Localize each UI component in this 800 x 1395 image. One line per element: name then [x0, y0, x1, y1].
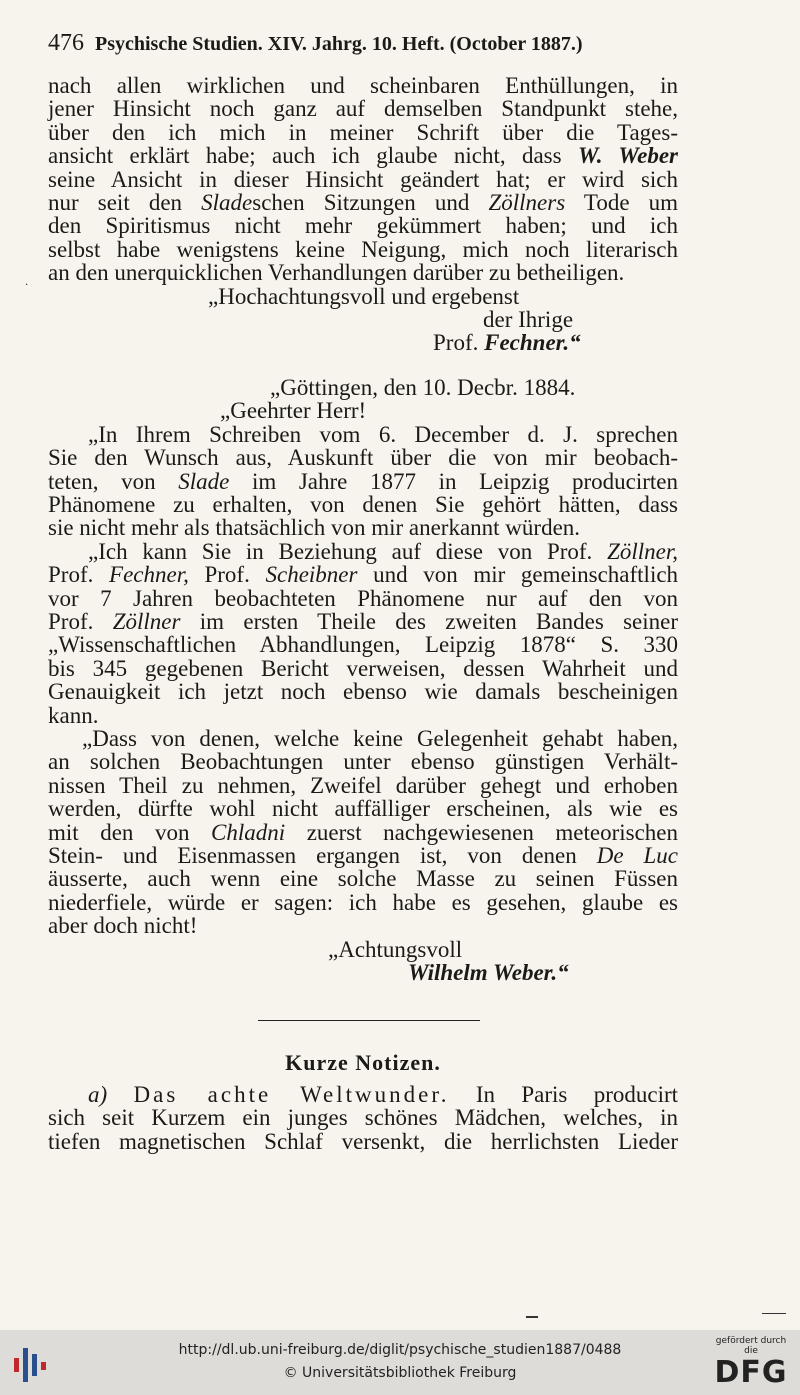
text-line — [48, 563, 678, 586]
running-title: Psychische Studien. XIV. Jahrg. 10. Heft. (October 1887.) — [95, 33, 583, 55]
item-label: a) — [88, 1081, 108, 1107]
text-fragment: In Paris producirt — [475, 1081, 679, 1107]
text-line: „Wissenschaftlichen Abhandlungen, Leipzig 1878“ S. 330 — [48, 632, 678, 658]
text-fragment: mit den von — [48, 819, 190, 845]
text-fragment: Stein- und Eisenmassen ergangen ist, von denen — [48, 843, 577, 868]
text-fragment: im Jahre 1877 in Leipzig producirten — [251, 468, 679, 494]
text-line: vor 7 Jahren beobachteten Phänomene nur auf den von — [48, 585, 678, 611]
text-line: seine Ansicht in dieser Hinsicht geändert hat; er wird sich — [48, 166, 678, 192]
text-fragment: teten, von — [48, 468, 156, 494]
text-line: an den unerquicklichen Verhandlungen darüber zu betheiligen. — [48, 260, 625, 286]
text-line — [48, 540, 678, 563]
letter2-paragraph-3 — [48, 727, 678, 938]
text-line — [48, 470, 678, 493]
letter2-paragraph-2 — [48, 540, 678, 727]
name-chladni: Chladni — [211, 819, 286, 845]
section-divider — [258, 1020, 480, 1021]
text-fragment: im ersten Theile des zweiten Bandes seiner — [199, 608, 679, 634]
running-header — [48, 30, 678, 60]
text-fragment: und von mir gemeinschaftlich — [373, 562, 679, 588]
text-line: selbst habe wenigstens keine Neigung, mich noch literarisch — [48, 236, 678, 262]
text-line — [48, 844, 678, 867]
text-fragment: „Ich kann Sie in Beziehung auf diese von Prof. — [88, 538, 593, 564]
letter1-closing: „Hochachtungsvoll und ergebenst — [208, 283, 520, 309]
section-title: Kurze Notizen. — [285, 1050, 441, 1076]
item-title: Das achte Weltwunder. — [133, 1081, 450, 1107]
letter2-signature: Wilhelm Weber.“ — [408, 960, 569, 986]
stray-mark: · — [25, 280, 29, 291]
text-fragment: Prof. — [48, 608, 94, 634]
letter2-closing: „Achtungsvoll — [328, 936, 463, 962]
text-line: über den ich mich in meiner Schrift über die Tages- — [48, 119, 678, 145]
viewer-footer — [0, 1330, 800, 1395]
text-fragment: zuerst nachgewiesenen meteorischen — [306, 819, 679, 845]
name-zoellner: Zöllner, — [607, 538, 678, 564]
permalink-url[interactable]: http://dl.ub.uni-freiburg.de/diglit/psychische_studien1887/0488 — [178, 1342, 622, 1358]
text-fragment: ansicht erklärt habe; auch ich glaube nicht, dass — [48, 143, 562, 169]
text-fragment: nur seit den — [48, 190, 183, 216]
text-line — [48, 610, 678, 633]
text-line: Phänomene zu erhalten, von denen Sie gehört hätten, dass — [48, 491, 678, 517]
text-line: Genauigkeit ich jetzt noch ebenso wie damals bescheinigen — [48, 679, 678, 705]
dfg-logo — [710, 1336, 792, 1390]
name-weber: W. Weber — [577, 143, 678, 169]
text-fragment: schen Sitzungen und — [252, 190, 470, 216]
text-line: Sie den Wunsch aus, Auskunft über die von mir beobach- — [48, 445, 678, 471]
page-number: 476 — [48, 30, 84, 56]
text-line: kann. — [48, 702, 99, 728]
dfg-caption: gefördert durch die — [715, 1336, 787, 1356]
copyright-notice: © Universitätsbibliothek Freiburg — [283, 1365, 517, 1381]
text-line: tiefen magnetischen Schlaf versenkt, die herrlichsten Lieder — [48, 1128, 678, 1154]
letter2-salutation: „Geehrter Herr! — [220, 398, 367, 424]
name-zoellner: Zöllner — [112, 608, 181, 634]
signature-prefix: Prof. — [433, 330, 479, 356]
text-fragment: Prof. — [204, 562, 250, 588]
signature-name: Fechner.“ — [484, 330, 581, 356]
scan-mark — [762, 1313, 786, 1314]
notice-a — [48, 1083, 678, 1153]
letter2-paragraph-1 — [48, 423, 678, 540]
name-deluc: De Luc — [596, 843, 679, 868]
page-body — [48, 74, 678, 1153]
text-line — [48, 1083, 678, 1106]
text-line: aber doch nicht! — [48, 913, 198, 939]
text-line: sie nicht mehr als thatsächlich von mir anerkannt würden. — [48, 515, 581, 541]
letter1-signature — [48, 331, 678, 354]
letter1-closing2: der Ihrige — [483, 307, 574, 333]
name-scheibner: Scheibner — [265, 562, 358, 588]
text-line: werden, dürfte wohl nicht auffälliger erscheinen, als wie es — [48, 796, 678, 822]
letter1-text — [48, 74, 678, 285]
name-slade: Slade — [201, 190, 253, 216]
text-line: jener Hinsicht noch ganz auf demselben Standpunkt stehe, — [48, 96, 678, 122]
letter2-date: „Göttingen, den 10. Decbr. 1884. — [270, 374, 576, 400]
text-line: nissen Theil zu nehmen, Zweifel darüber gehegt und erhoben — [48, 772, 678, 798]
text-line — [48, 191, 678, 214]
text-line: an solchen Beobachtungen unter ebenso günstigen Verhält- — [48, 749, 678, 775]
text-line: nach allen wirklichen und scheinbaren Enthüllungen, in — [48, 73, 678, 98]
text-line: „In Ihrem Schreiben vom 6. December d. J. sprechen — [88, 421, 678, 447]
text-line: äusserte, auch wenn eine solche Masse zu seinen Füssen — [48, 866, 678, 892]
name-zoellner: Zöllners — [488, 190, 566, 216]
text-fragment: Prof. — [48, 562, 94, 588]
name-slade: Slade — [178, 468, 230, 494]
name-fechner: Fechner, — [109, 562, 189, 588]
text-fragment: Tode um — [583, 190, 679, 216]
text-line: „Dass von denen, welche keine Gelegenheit gehabt haben, — [82, 725, 678, 751]
text-line: bis 345 gegebenen Bericht verweisen, dessen Wahrheit und — [48, 655, 678, 681]
text-line — [48, 144, 678, 167]
text-line: sich seit Kurzem ein junges schönes Mädchen, welches, in — [48, 1105, 678, 1131]
scan-mark — [526, 1316, 538, 1318]
dfg-wordmark: DFG — [714, 1355, 788, 1390]
text-line — [48, 821, 678, 844]
text-line: niederfiele, würde er sagen: ich habe es gesehen, glaube es — [48, 889, 678, 915]
text-line: den Spiritismus nicht mehr gekümmert haben; und ich — [48, 213, 678, 239]
